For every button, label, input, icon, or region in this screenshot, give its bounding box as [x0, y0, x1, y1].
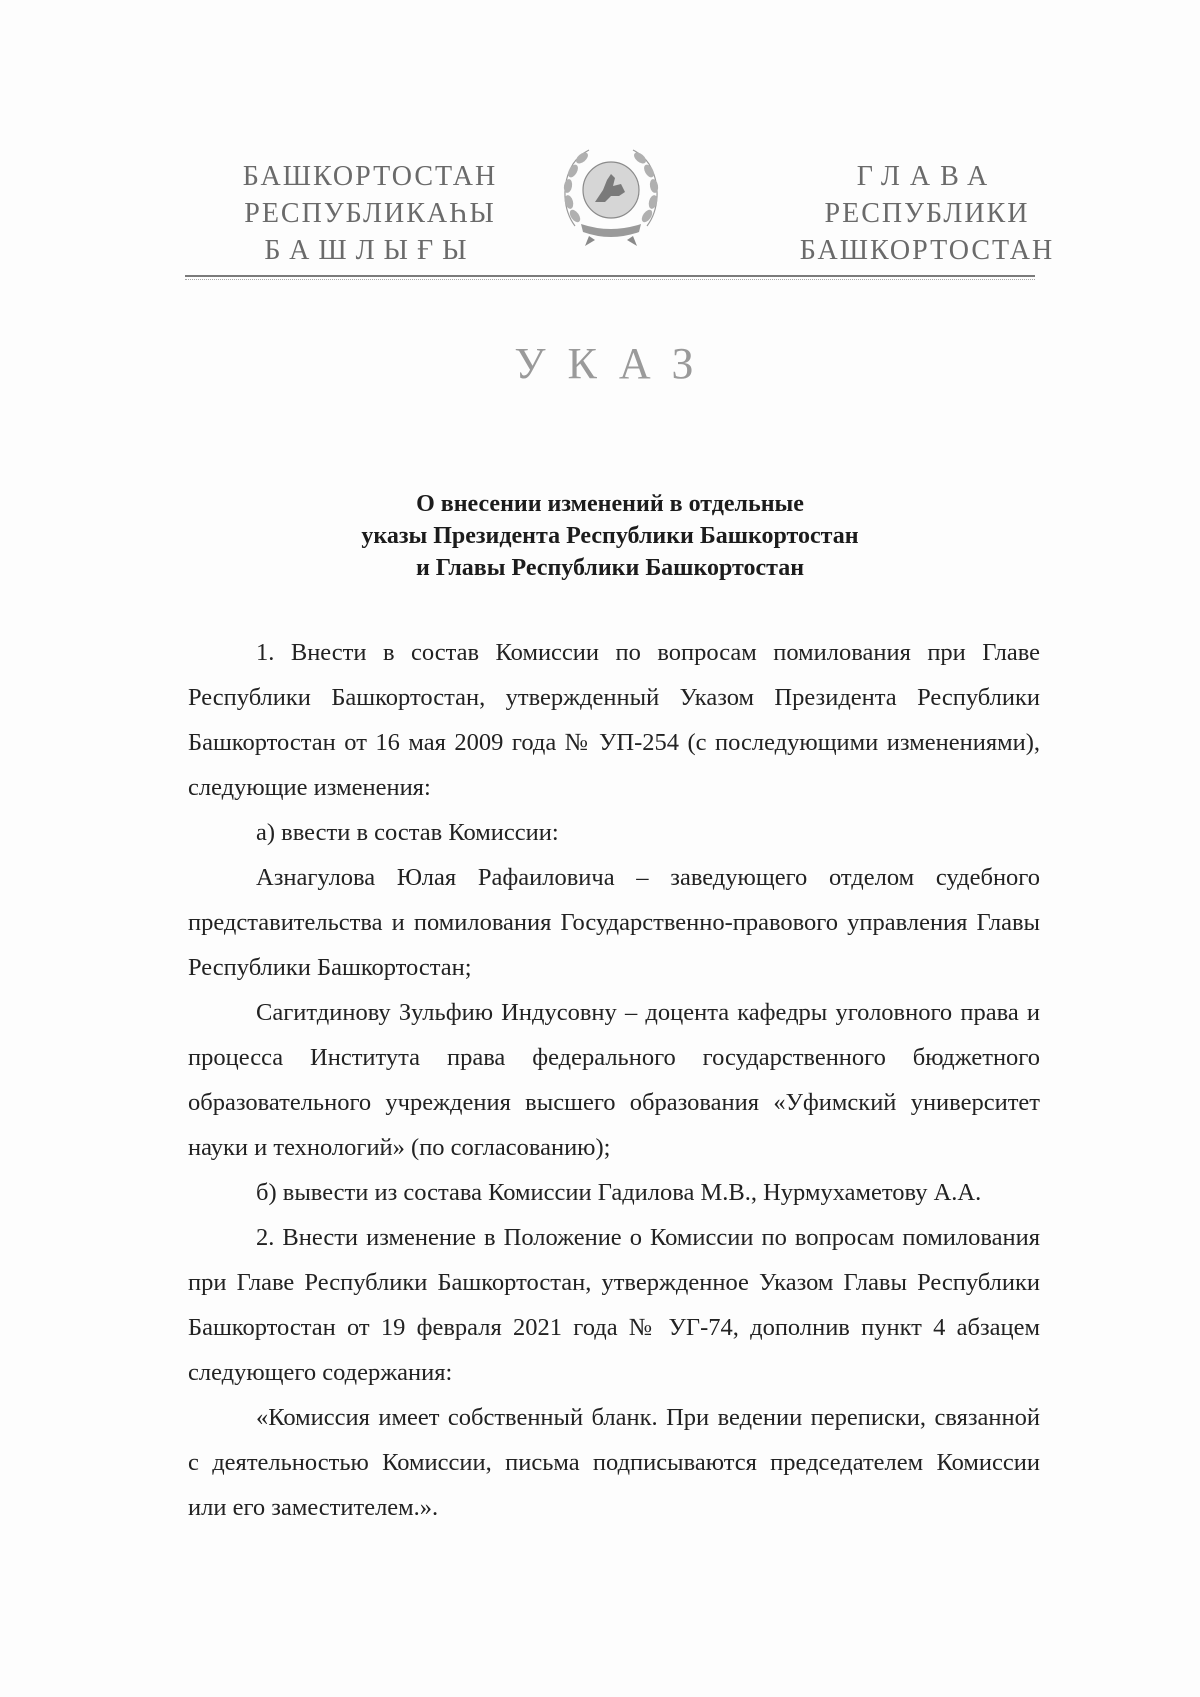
body-paragraph-2: а) ввести в состав Комиссии: [256, 819, 559, 846]
header-right-line-1: ГЛАВА [856, 161, 998, 192]
body-paragraph-1: 1. Внести в состав Комиссии по вопросам помилования при Главе Республики Башкортостан, утвержденный Указом Президента Республики Башкортостан от 16 мая 2009 года № УП-254 (с последующими изменениями), следующие изменения: [188, 639, 1040, 801]
decree-word: УКАЗ [514, 339, 716, 388]
coat-of-arms-icon [555, 140, 667, 252]
body-paragraph-7: «Комиссия имеет собственный бланк. При ведении переписки, связанной с деятельностью Комиссии, письма подписываются председателем Комиссии или его заместителем.». [188, 1404, 1040, 1521]
header-right-line-2: РЕСПУБЛИКИ [824, 198, 1030, 229]
header-russian-title [762, 158, 1092, 269]
body-paragraph-5: б) вывести из состава Комиссии Гадилова М.В., Нурмухаметову А.А. [256, 1179, 982, 1206]
body-paragraph-6: 2. Внести изменение в Положение о Комиссии по вопросам помилования при Главе Республики Башкортостан, утвержденное Указом Главы Республики Башкортостан от 19 февраля 2021 года № УГ-74, дополнив пункт 4 абзацем следующего содержания: [188, 1224, 1040, 1386]
header-left-line-2: РЕСПУБЛИКАҺЫ [244, 198, 496, 229]
heading-line-1: О внесении изменений в отдельные [416, 491, 804, 517]
decree-body [188, 630, 1040, 1530]
header-left-line-1: БАШКОРТОСТАН [242, 161, 498, 192]
heading-line-3: и Главы Республики Башкортостан [415, 555, 805, 581]
header-divider [185, 275, 1035, 280]
heading-line-2: указы Президента Республики Башкортостан [361, 523, 859, 549]
body-paragraph-3: Азнагулова Юлая Рафаиловича – заведующего отделом судебного представительства и помилования Государственно-правового управления Главы Республики Башкортостан; [188, 864, 1040, 981]
header-left-line-3: БАШЛЫҒЫ [264, 235, 476, 266]
header-right-line-3: БАШКОРТОСТАН [799, 235, 1055, 266]
body-paragraph-4: Сагитдинову Зульфию Индусовну – доцента кафедры уголовного права и процесса Института права федерального государственного бюджетного образовательного учреждения высшего образования «Уфимский университет науки и технологий» (по согласованию); [188, 999, 1040, 1161]
decree-heading [190, 488, 1030, 584]
header-bashkir-title [205, 158, 535, 269]
